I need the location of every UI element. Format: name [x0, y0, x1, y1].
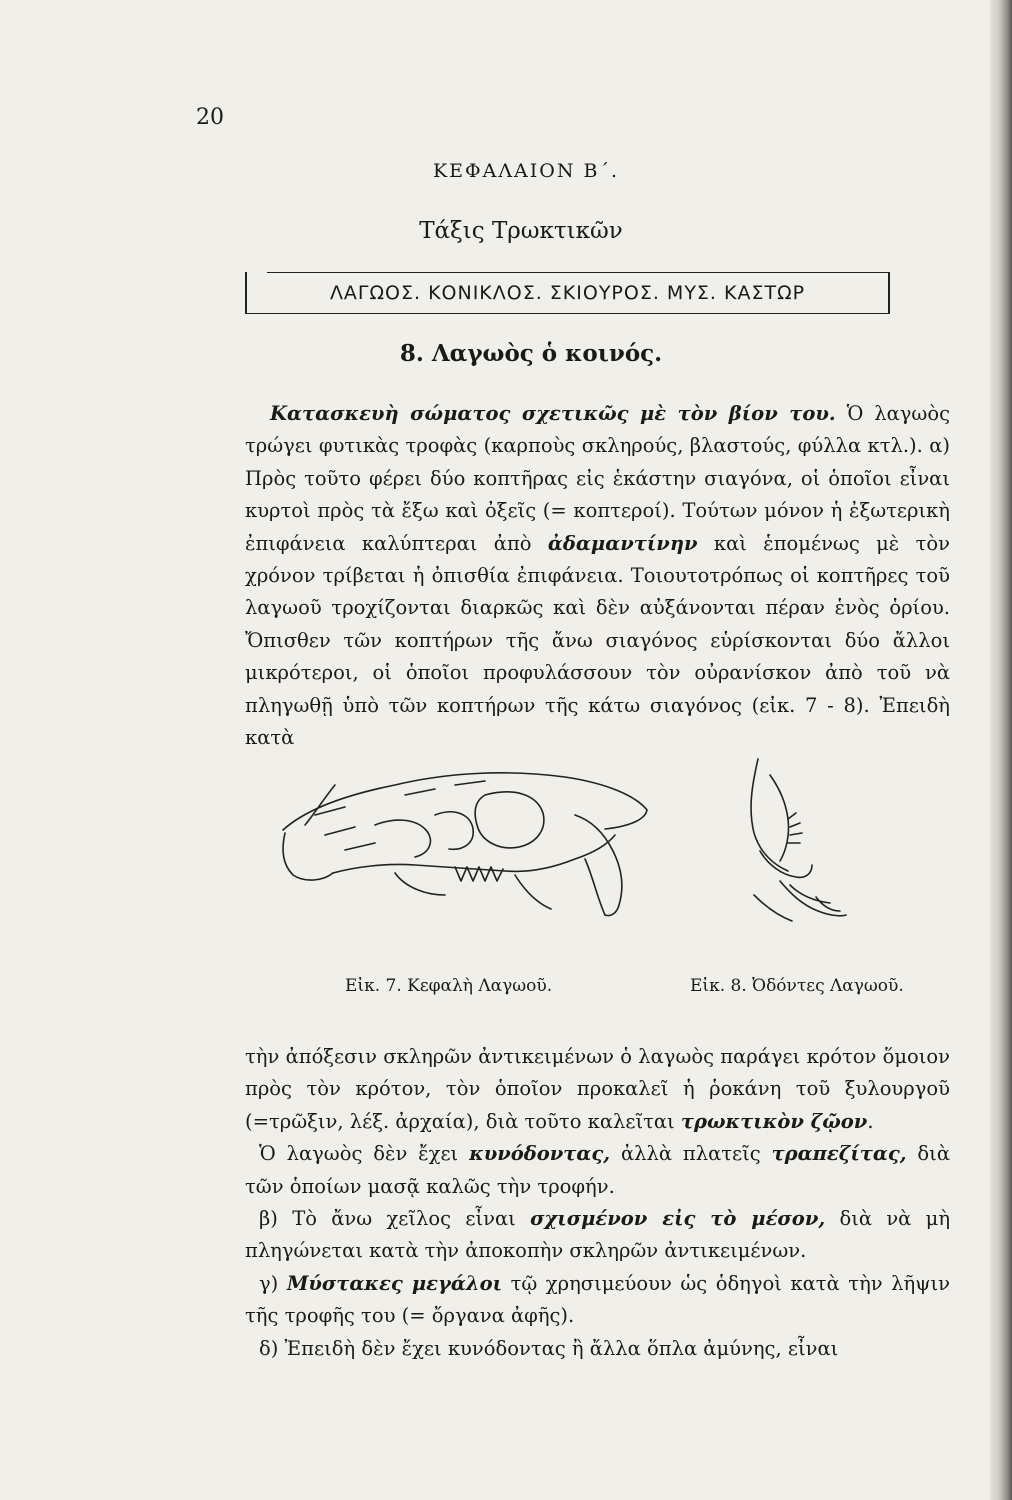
- paragraph-text: Ὁ λαγωὸς δὲν ἔχει: [259, 1142, 470, 1166]
- paragraph-lead: Κατασκευὴ σώματος σχετικῶς μὲ τὸν βίον του.: [270, 402, 836, 425]
- paragraph-text: τῷ χρησιμεύουν ὡς ὁδηγοὶ κατὰ τὴν λῆψιν τῆς τροφῆς του (= ὄργανα ἀφῆς).: [245, 1271, 950, 1328]
- emphasis-term: σχισμένον εἰς τὸ μέσον,: [530, 1207, 826, 1231]
- paragraph-text: διὰ νὰ μὴ πληγώνεται κατὰ τὴν ἀποκοπὴν σκληρῶν ἀντικειμένων.: [245, 1207, 951, 1263]
- rabbit-teeth-illustration: [730, 755, 850, 930]
- page-number: 20: [196, 105, 224, 130]
- emphasis-term: ἀδαμαντίνην: [547, 531, 698, 555]
- paragraph-text: καὶ ἑπομένως μὲ τὸν χρόνον τρίβεται ἡ ὀπισθία ἐπιφάνεια. Τοιουτοτρόπως οἱ κοπτῆρες τοῦ λαγωοῦ τροχίζονται διαρκῶς καὶ δὲν αὐξάνονται πέραν ἑνὸς ὁρίου. Ὄπισθεν τῶν κοπτήρων τῆς ἄνω σιαγόνος εὑρίσκονται δύο ἄλλοι μικρότεροι, οἱ ὁποῖοι προφυλάσσουν τὸν οὐρανίσκον ἀπὸ τοῦ νὰ πληγωθῇ ὑπὸ τῶν κοπτήρων τῆς κάτω σιαγόνος (εἰκ. 7 - 8). Ἐπειδὴ κατὰ: [245, 531, 950, 750]
- rabbit-skull-illustration: [275, 755, 655, 925]
- chapter-heading: ΚΕΦΑΛΑΙΟΝ Β΄.: [432, 160, 620, 182]
- emphasis-term: τρωκτικὸν ζῷον: [680, 1109, 868, 1133]
- paragraph-text: .: [867, 1109, 874, 1133]
- section-title: 8. Λαγωὸς ὁ κοινός.: [399, 340, 663, 367]
- paragraph-text: β) Τὸ ἄνω χεῖλος εἶναι: [259, 1207, 531, 1231]
- emphasis-term: τραπεζίτας,: [771, 1142, 907, 1166]
- paragraph-text: τὴν ἀπόξεσιν σκληρῶν ἀντικειμένων ὁ λαγωὸς παράγει κρότον ὅμοιον πρὸς τὸν κρότον, τὸν ὁποῖον προκαλεῖ ἡ ῥοκάνη τοῦ ξυλουργοῦ (=τρῶξιν, λέξ. ἀρχαία), διὰ τοῦτο καλεῖται: [245, 1045, 950, 1133]
- paragraph-text: ἀλλὰ πλατεῖς: [610, 1142, 772, 1166]
- paragraph-text: δ) Ἐπειδὴ δὲν ἔχει κυνόδοντας ἢ ἄλλα ὅπλα ἀμύνης, εἶναι: [259, 1336, 839, 1360]
- species-list-box: [245, 272, 890, 314]
- body-paragraph-2: [245, 1041, 950, 1365]
- species-list: ΛΑΓΩΟΣ. ΚΟΝΙΚΛΟΣ. ΣΚΙΟΥΡΟΣ. ΜΥΣ. ΚΑΣΤΩΡ: [329, 281, 806, 304]
- emphasis-term: κυνόδοντας,: [469, 1142, 611, 1166]
- paragraph-text: γ): [259, 1271, 287, 1295]
- paragraph-text: Ὁ λαγωὸς τρώγει φυτικὰς τροφὰς (καρποὺς σκληρούς, βλαστούς, φύλλα κτλ.). α) Πρὸς τοῦτο φέρει δύο κοπτῆρας εἰς ἑκάστην σιαγόνα, οἱ ὁποῖοι εἶναι κυρτοὶ πρὸς τὰ ἔξω καὶ ὀξεῖς (= κοπτεροί). Τούτων μόνον ἡ ἐξωτερικὴ ἐπιφάνεια καλύπτεραι ἀπὸ: [245, 402, 950, 555]
- order-title: Τάξις Τρωκτικῶν: [419, 218, 623, 244]
- body-paragraph-1: [245, 398, 950, 754]
- emphasis-term: Μύστακες μεγάλοι: [286, 1271, 503, 1295]
- figure-7-caption: Εἰκ. 7. Κεφαλὴ Λαγωοῦ.: [345, 976, 553, 996]
- figure-8-caption: Εἰκ. 8. Ὀδόντες Λαγωοῦ.: [690, 976, 904, 996]
- paragraph-text: διὰ τῶν ὁποίων μασᾷ καλῶς τὴν τροφήν.: [245, 1142, 950, 1198]
